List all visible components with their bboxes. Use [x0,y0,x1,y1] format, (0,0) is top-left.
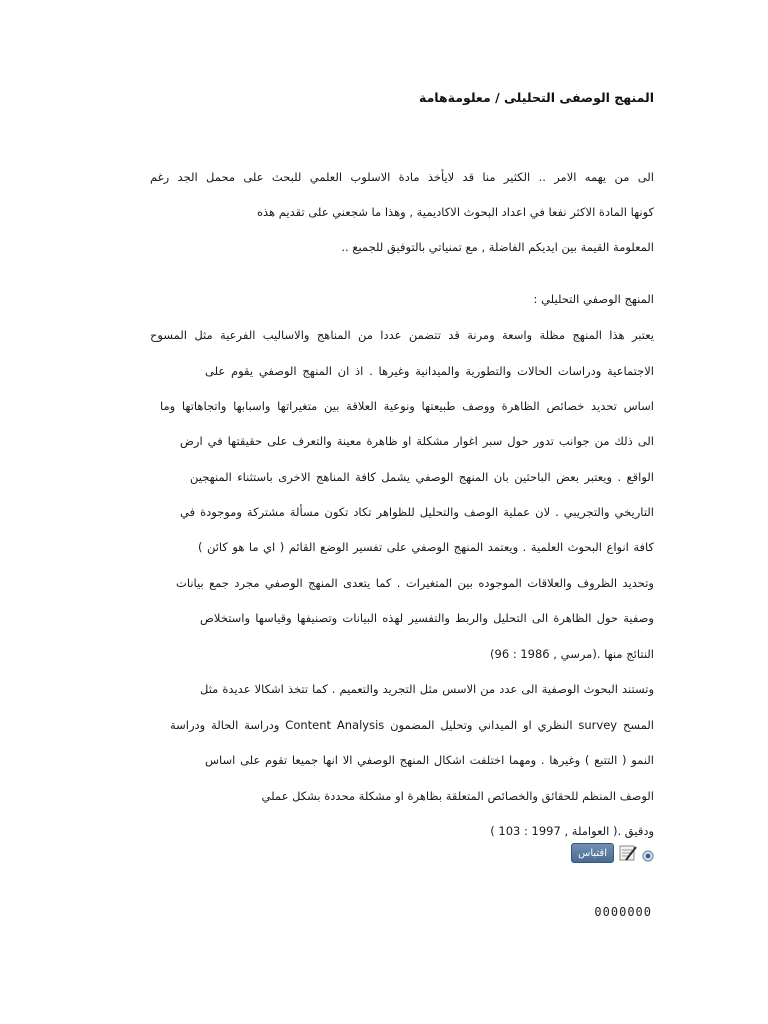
body-line: التاريخي والتجريبي . لان عملية الوصف والتحليل للظواهر تكاد تكون مسألة مشتركة وموجودة في [180,505,654,519]
body-line: الاجتماعية ودراسات الحالات والتطورية والميدانية وغيرها . اذ ان المنهج الوصفي يقوم على [205,364,654,378]
intro-line: كونها المادة الاكثر نفعا في اعداد البحوث الاكاديمية , وهذا ما شجعني على تقديم هذه [256,205,654,219]
intro-line: الى من يهمه الامر .. الكثير منا قد لايأخذ مادة الاسلوب العلمي للبحث على محمل الجد رغم [150,170,654,184]
quote-button-label: اقتباس [578,847,607,859]
body-line: الواقع . ويعتبر بعض الباحثين بان المنهج الوصفي يشمل كافة المناهج الاخرى باستثناء المنهجين [190,470,654,484]
body-line: وتستند البحوث الوصفية الى عدد من الاسس مثل التجريد والتعميم . كما تتخذ اشكالا عديدة مثل [200,682,654,696]
body-line: الوصف المنظم للحقائق والخصائص المتعلقة بظاهرة او مشكلة محددة بشكل عملي [261,789,654,803]
body-line-citation: النتائج منها .(مرسي , 1986 : 96) [490,647,654,661]
body-line-citation: ودقيق .( العواملة , 1997 : 103 ) [490,824,654,838]
body-line: وتحديد الظروف والعلاقات الموجوده بين المتغيرات . كما يتعدى المنهج الوصفي مجرد جمع بيانات [176,576,654,590]
document-title: المنهج الوصفى التحليلى / معلومةهامة [418,90,654,105]
body-line: اساس تحديد خصائص الظاهرة ووصف طبيعتها ونوعية العلاقة بين متغيراتها واسبابها واتجاهاتها وما [160,399,654,413]
body-line: وصفية حول الظاهرة الى التحليل والربط والتفسير لهذه البيانات وتصنيفها وقياسها واستخلاص [200,611,654,625]
quote-button[interactable] [571,843,614,863]
quote-toolbar [571,843,654,863]
body-line: الى ذلك من جوانب تدور حول سبر اغوار مشكلة او ظاهرة معينة والتعرف على حقيقتها في ارض [180,434,654,448]
body-line: كافة انواع البحوث العلمية . ويعتمد المنهج الوصفي على تفسير الوضع القائم ( اي ما هو كائن ) [198,540,654,554]
section-heading: المنهج الوصفي التحليلي : [533,292,654,306]
body-line: النمو ( التتبع ) وغيرها . ومهما اختلفت اشكال المنهج الوصفي الا انها جميعا تقوم على اساس [205,753,654,767]
quote-pen-icon[interactable] [618,844,638,862]
body-line: المسح survey النظري او الميداني وتحليل المضمون Content Analysis ودراسة الحالة ودراسة [170,718,654,732]
intro-line: المعلومة القيمة بين ايديكم الفاضلة , مع تمنياتي بالتوفيق للجميع .. [341,240,654,254]
radio-bullet-icon[interactable] [642,847,654,859]
footer-code: 0000000 [594,905,652,919]
body-line: يعتبر هذا المنهج مظلة واسعة ومرنة قد تتضمن عددا من المناهج والاساليب الفرعية مثل المسوح [150,328,654,342]
